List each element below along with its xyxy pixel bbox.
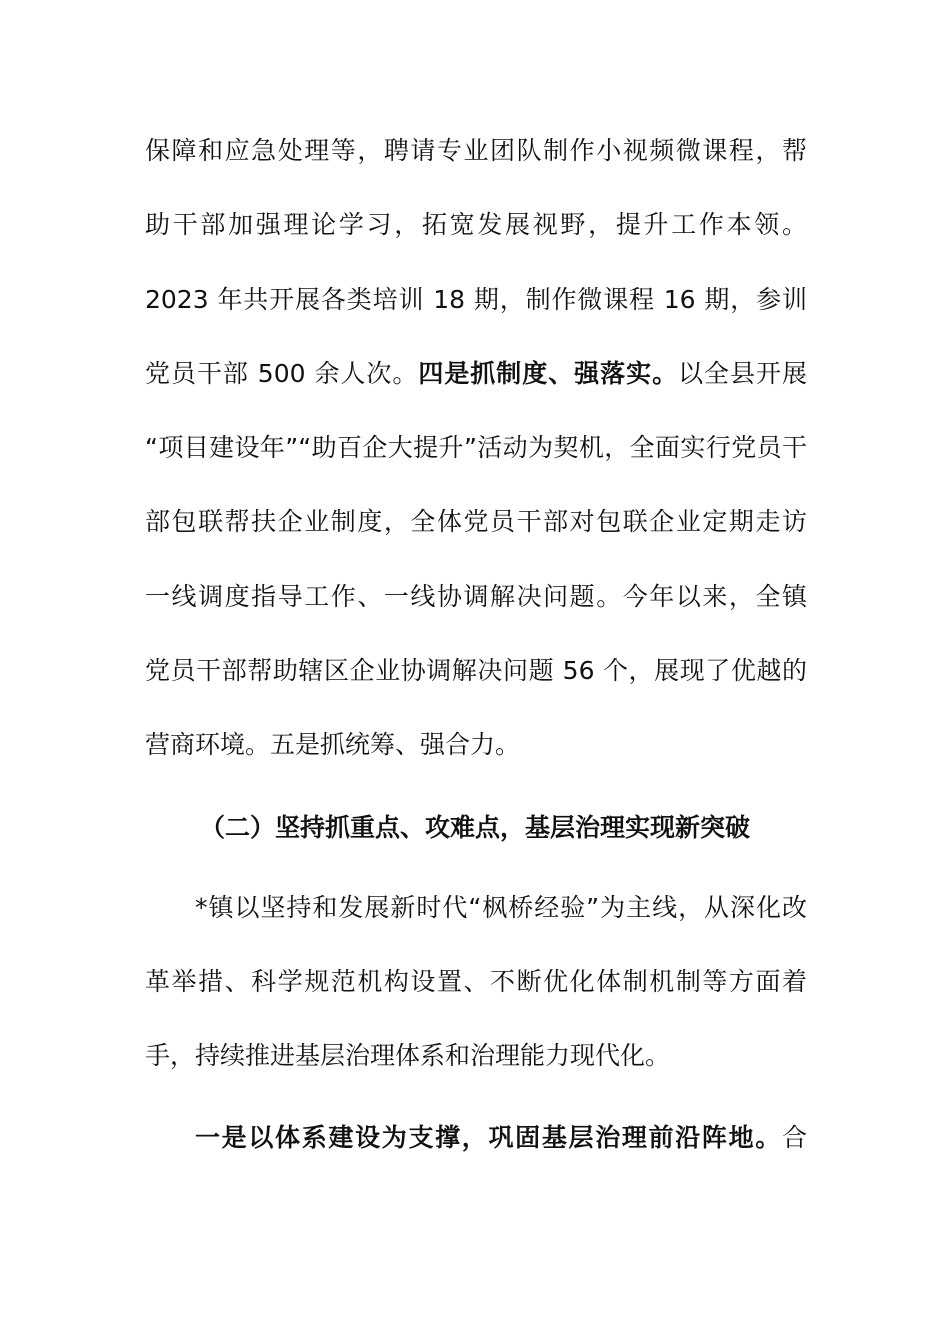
paragraph-line: 革举措、科学规范机构设置、不断优化体制机制等方面着 bbox=[145, 967, 807, 996]
paragraph-line: 一线调度指导工作、一线协调解决问题。今年以来，全镇 bbox=[145, 582, 807, 611]
line-text: 合 bbox=[781, 1123, 807, 1152]
bold-lead-phrase: 一是以体系建设为支撑，巩固基层治理前沿阵地。 bbox=[195, 1123, 782, 1152]
paragraph-line: 2023 年共开展各类培训 18 期，制作微课程 16 期，参训 bbox=[145, 285, 807, 314]
paragraph-line: 部包联帮扶企业制度，全体党员干部对包联企业定期走访 bbox=[145, 507, 807, 536]
paragraph-line bbox=[195, 1121, 807, 1155]
section-heading: （二）坚持抓重点、攻难点，基层治理实现新突破 bbox=[200, 813, 751, 842]
paragraph-line bbox=[145, 357, 807, 391]
line-text: 以全县开展 bbox=[678, 359, 807, 388]
paragraph-line: 保障和应急处理等，聘请专业团队制作小视频微课程，帮 bbox=[145, 136, 807, 165]
bold-lead-phrase: 四是抓制度、强落实。 bbox=[418, 359, 679, 388]
paragraph-line: *镇以坚持和发展新时代“枫桥经验”为主线，从深化改 bbox=[195, 893, 807, 922]
paragraph-line: “项目建设年”“助百企大提升”活动为契机，全面实行党员干 bbox=[145, 433, 807, 462]
line-text: 党员干部 500 余人次。 bbox=[145, 359, 419, 388]
paragraph-line: 助干部加强理论学习，拓宽发展视野，提升工作本领。 bbox=[145, 210, 807, 239]
paragraph-line: 营商环境。五是抓统筹、强合力。 bbox=[145, 730, 521, 759]
paragraph-line: 党员干部帮助辖区企业协调解决问题 56 个，展现了优越的 bbox=[145, 656, 807, 685]
paragraph-line: 手，持续推进基层治理体系和治理能力现代化。 bbox=[145, 1041, 671, 1070]
